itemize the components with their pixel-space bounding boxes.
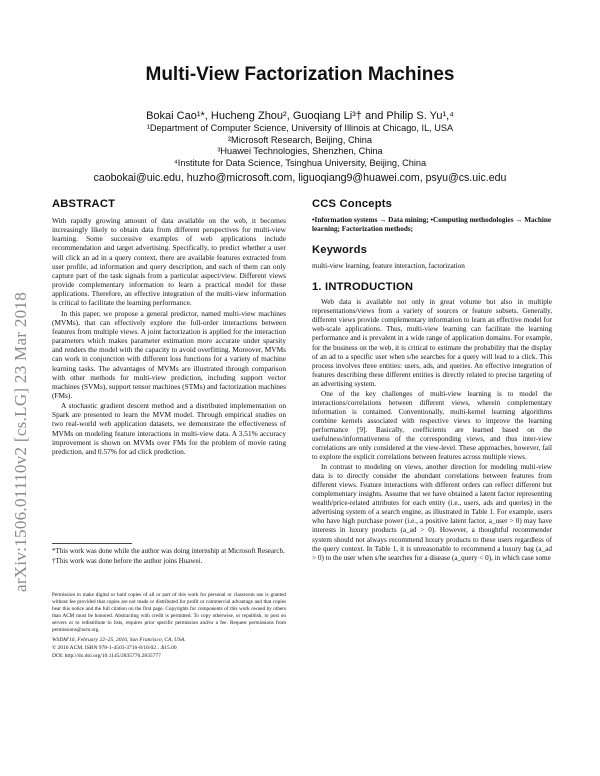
left-column [52,198,286,456]
doi-line: DOI: http://dx.doi.org/10.1145/2835776.2835777 [52,653,161,660]
affiliation: ²Microsoft Research, Beijing, China [228,134,372,145]
abstract-paragraph: With rapidly growing amount of data available on the web, it becomes increasingly likely to obtain data from different perspectives for multi-view learning. Some successive examples of web applications include recommendation and target advertising. Specifically, to predict whether a user will click an ad in a query context, there are available features extracted from user profile, ad information and query description, and each of them can only capture part of the task signals from a particular aspect/view. Different views provide complementary information to learn a practical model for these applications. Therefore, an effective integration of the multi-view information is critical to facilitate the learning performance. [52,216,286,308]
permission-notice [52,592,286,660]
permission-text: Permission to make digital or hard copies of all or part of this work for personal or classroom use is granted without fee provided that copies are not made or distributed for profit or commercial advantage and that copies bear this notice and the full citation on the first page. Copyrights for components of this work owned by others than ACM must be honored. Abstracting with credit is permitted. To copy otherwise, or republish, to post on servers or to redistribute to lists, requires prior specific permission and/or a fee. Request permissions from permissions@acm.org. [52,592,286,633]
abstract-heading: ABSTRACT [52,198,116,210]
introduction-section [312,281,552,562]
conference-info: WSDM'16, February 22–25, 2016, San Francisco, CA, USA. [52,637,186,644]
author-emails: caobokai@uic.edu, huzho@microsoft.com, liguoqiang9@huawei.com, psyu@cs.uic.edu [93,172,507,184]
ccs-section [312,198,552,234]
affiliation: ⁴Institute for Data Science, Tsinghua University, Beijing, China [173,157,427,168]
keywords-section [312,244,552,271]
abstract-paragraph: In this paper, we propose a general predictor, named multi-view machines (MVMs), that can effectively explore the full-order interactions between features from multiple views. A joint factorization is applied for the interaction parameters which makes parameter estimation more accurate under sparsity and renders the model with the capacity to avoid overfitting. Moreover, MVMs can work in conjunction with different loss functions for a variety of machine learning tasks. The advantages of MVMs are illustrated through comparison with other methods for multi-view prediction, including support vector machines (SVMs), support tensor machines (STMs) and factorization machines (FMs). [52,308,286,400]
keywords-heading: Keywords [312,244,368,257]
affiliation: ¹Department of Computer Science, University of Illinois at Chicago, IL, USA [146,123,454,133]
arxiv-stamp-text: arXiv:1506.01110v2 [cs.LG] 23 Mar 2018 [11,291,30,592]
abstract-paragraph: A stochastic gradient descent method and a distributed implementation on Spark are presented to learn the MVM model. Through empirical studies on two real-world web application datasets, we demonstrate the effectiveness of MVMs on modeling feature interactions in multi-view data. A 3.51% accuracy improvement is shown on MVMs over FMs for the problem of movie rating prediction, and 0.57% for ad click prediction. [52,401,286,456]
arxiv-stamp [4,200,34,600]
paper-title: Multi-View Factorization Machines [145,64,455,85]
footnote: *This work was done while the author was doing internship at Microsoft Research. [52,547,285,555]
ccs-heading: CCS Concepts [312,198,393,210]
author-names: Bokai Cao¹*, Hucheng Zhou², Guoqiang Li³† and Philip S. Yu¹,⁴ [146,110,454,122]
copyright-line: © 2016 ACM. ISBN 978-1-4503-3716-8/16/02…$15.00 [52,645,177,652]
introduction-paragraph: In contrast to modeling on views, another direction for modeling multi-view data is to directly consider the abundant correlations between features from different views. Feature interactions with different orders can reflect different but complementary insights. Assume that we have obtained a latent factor representing wealth/price-related attributes for each entity (i.e., users, ads and queries) in the advertising system of a search engine, as illustrated in Table 1. For example, users who have high purchase power (i.e., a positive latent factor, a_user > 0) may have interests in luxury products (a_ad > 0). However, a thoughtful recommender system should not always recommend luxury products to these users regardless of the query context. In Table 1, it is unreasonable to recommend a luxury bag (a_ad > 0) to the user when s/he searches for a disease (a_query < 0), in which case some [312,463,552,562]
abstract-section [52,198,286,456]
right-column [312,198,552,563]
footnote: †This work was done before the author joins Huawei. [52,556,203,565]
affiliation: ³Huawei Technologies, Shenzhen, China [217,146,383,156]
introduction-paragraph: Web data is available not only in great volume but also in multiple representations/views from a variety of sources or feature subsets. Generally, different views provide complementary information to learn an effective model for web-scale applications. Thus, multi-view learning can facilitate the learning performance and is prevalent in a wide range of application domains. For example, for the business on the web, it is critical to estimate the probability that the display of an ad to a specific user when s/he searches for a query will lead to a click. This process involves three entities: users, ads, and queries. An effective integration of features describing these different entities is directly related to precise targeting of an advertising system. [312,298,552,388]
keywords-text: multi-view learning, feature interaction, factorization [312,262,465,271]
footnotes [52,543,286,566]
footnote-rule [52,543,132,544]
ccs-text: •Information systems → Data mining; •Computing methodologies → Machine learning; Factorization methods; [312,216,552,234]
author-block [60,110,540,185]
introduction-paragraph: One of the key challenges of multi-view learning is to model the interactions/correlations between different views, wherein complementary information is contained. Conventionally, multi-kernel learning algorithms combine kernels associated with respective views to improve the learning performance [9]. Basically, coefficients are learned based on the usefulness/informativeness of the corresponding views, and thus inter-view correlations are only considered at the view-level. These approaches, however, fail to explore the explicit correlations between features across multiple views. [312,389,552,462]
introduction-heading: 1. INTRODUCTION [312,281,414,294]
